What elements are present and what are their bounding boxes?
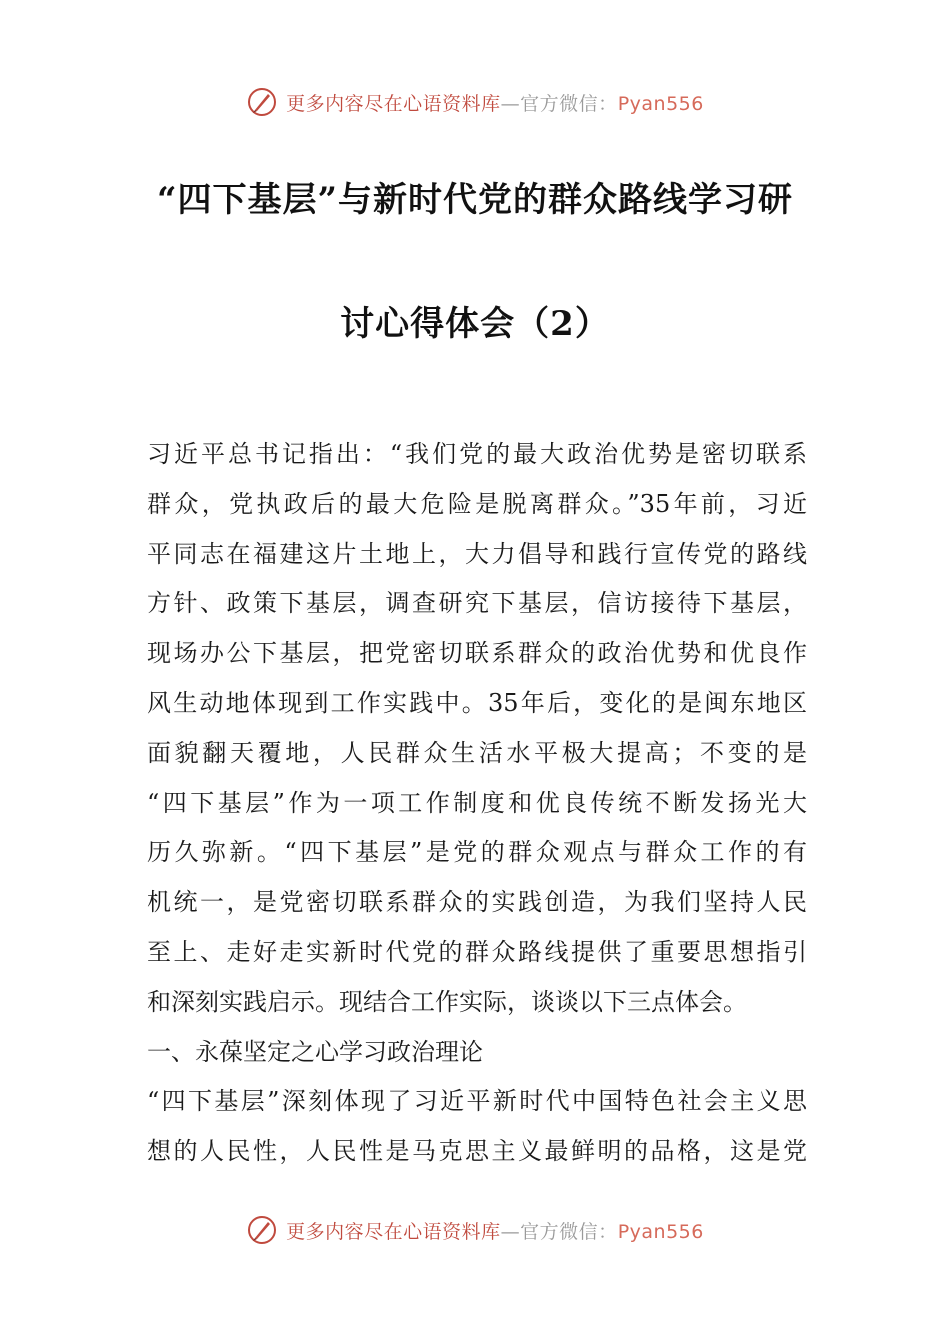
watermark-banner-top — [0, 82, 950, 122]
quill-logo-icon — [246, 1214, 278, 1246]
watermark-label: —官方微信： — [500, 92, 618, 115]
watermark-brand: 更多内容尽在心语资料库 — [286, 92, 501, 115]
text-line: 风生动地体现到工作实践中。35年后，变化的是闽东地区 — [147, 688, 807, 717]
watermark-handle: Pyan556 — [617, 92, 704, 115]
text-line: 现场办公下基层，把党密切联系群众的政治优势和优良作 — [147, 639, 807, 668]
quill-logo-icon — [246, 86, 278, 118]
text-line: 历久弥新。“四下基层”是党的群众观点与群众工作的有 — [147, 838, 807, 867]
text-line: 平同志在福建这片土地上，大力倡导和践行宣传党的路线 — [147, 539, 807, 568]
watermark-label: —官方微信： — [500, 1220, 618, 1243]
text-line: 群众，党执政后的最大危险是脱离群众。”35年前，习近 — [147, 489, 807, 518]
watermark-banner-bottom — [0, 1210, 950, 1250]
text-line: 方针、政策下基层，调查研究下基层，信访接待下基层， — [147, 589, 807, 618]
text-line: 面貌翻天覆地，人民群众生活水平极大提高；不变的是 — [147, 738, 807, 767]
text-line: 习近平总书记指出：“我们党的最大政治优势是密切联系 — [147, 440, 807, 468]
watermark-brand: 更多内容尽在心语资料库 — [286, 1220, 501, 1243]
text-line: 想的人民性，人民性是马克思主义最鲜明的品格，这是党 — [147, 1137, 807, 1166]
body-text — [147, 430, 807, 1177]
document-title-line-2: 讨心得体会（2） — [340, 304, 610, 344]
watermark-handle: Pyan556 — [617, 1220, 704, 1243]
text-line: “四下基层”深刻体现了习近平新时代中国特色社会主义思 — [147, 1087, 807, 1116]
watermark-text — [286, 1217, 704, 1244]
text-line: 和深刻实践启示。现结合工作实际，谈谈以下三点体会。 — [147, 987, 747, 1016]
text-line: 机统一，是党密切联系群众的实践创造，为我们坚持人民 — [147, 888, 807, 917]
text-line: “四下基层”作为一项工作制度和优良传统不断发扬光大 — [147, 788, 807, 817]
watermark-text — [286, 89, 704, 116]
document-title-line-1: “四下基层”与新时代党的群众路线学习研 — [156, 180, 794, 220]
text-line: 至上、走好走实新时代党的群众路线提供了重要思想指引 — [147, 937, 807, 966]
section-heading: 一、永葆坚定之心学习政治理论 — [147, 1037, 483, 1066]
